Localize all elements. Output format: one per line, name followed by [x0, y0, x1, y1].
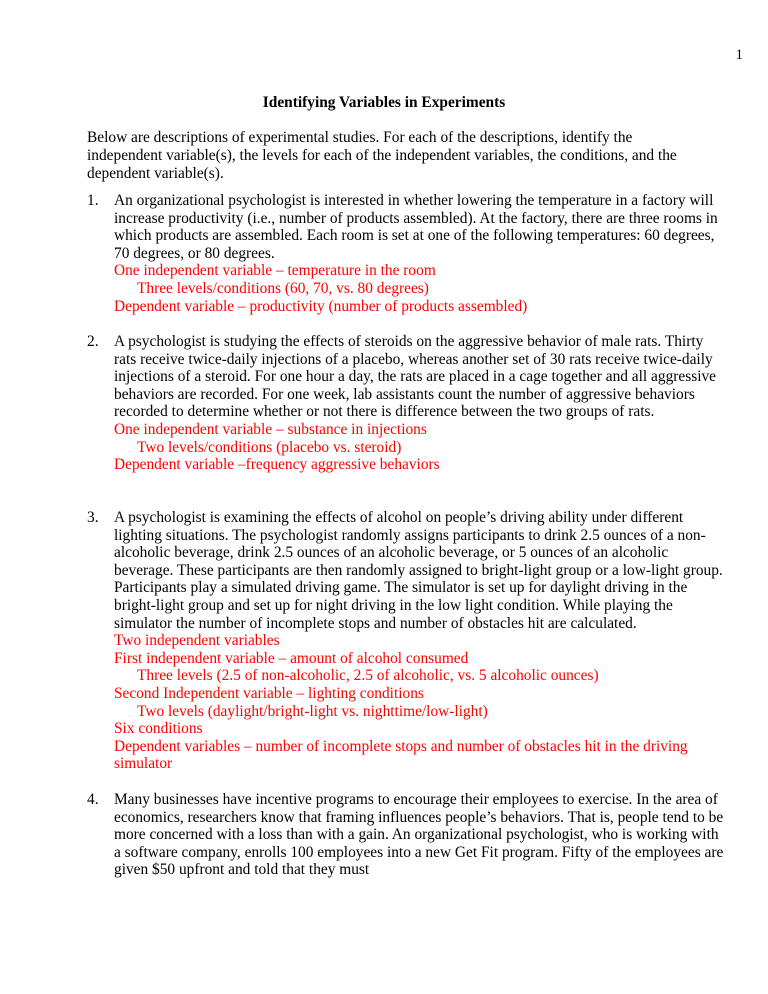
page-number: 1 — [735, 47, 743, 63]
answer-line: Six conditions — [114, 720, 203, 738]
answer-line: Dependent variable –frequency aggressive behaviors — [114, 456, 440, 474]
question-description: An organizational psychologist is interested in whether lowering the temperature in a factory will increase productivity (i.e., number of products assembled). At the factory, there are three rooms in which products are assembled. Each room is set at one of the following temperatures: 60 degrees, 70 degrees, or 80 degrees. — [114, 192, 718, 262]
question-item — [87, 791, 727, 879]
question-item — [87, 509, 727, 773]
answer-line: Two independent variables — [114, 632, 280, 650]
answer-line: Two levels (daylight/bright-light vs. nighttime/low-light) — [137, 702, 488, 720]
question-item — [87, 333, 727, 474]
question-number: 3. — [87, 509, 99, 526]
question-description: Many businesses have incentive programs to encourage their employees to exercise. In the area of economics, researchers know that framing influences people’s behaviors. That is, people tend to be more concerned with a loss than with a gain. An organizational psychologist, who is working with a software company, enrolls 100 employees into a new Get Fit program. Fifty of the employees are given $50 upfront and told that they must — [114, 791, 724, 879]
intro-paragraph: Below are descriptions of experimental studies. For each of the descriptions, identify the independent variable(s), the levels for each of the independent variables, the conditions, and the dependent variable(s). — [87, 129, 677, 182]
answer-line: Three levels/conditions (60, 70, vs. 80 degrees) — [137, 279, 429, 297]
question-number: 1. — [87, 192, 99, 209]
answer-line: Two levels/conditions (placebo vs. steroid) — [137, 438, 402, 456]
question-description: A psychologist is examining the effects of alcohol on people’s driving ability under different lighting situations. The psychologist randomly assigns participants to drink 2.5 ounces of a non-alcoholic beverage, drink 2.5 ounces of an alcoholic beverage, or 5 ounces of an alcoholic beverage. These participants are then randomly assigned to bright-light group or a low-light group. Participants play a simulated driving game. The simulator is set up for daylight driving in the bright-light group and set up for night driving in the low light condition. While playing the simulator the number of incomplete stops and number of obstacles hit are calculated. — [114, 509, 723, 632]
answer-line: One independent variable – temperature in the room — [114, 262, 436, 280]
question-description: A psychologist is studying the effects of steroids on the aggressive behavior of male rats. Thirty rats receive twice-daily injections of a placebo, whereas another set of 30 rats receive twice-daily injections of a steroid. For one hour a day, the rats are placed in a cage together and all aggressive behaviors are recorded. For one week, lab assistants count the number of aggressive behaviors recorded to determine whether or not there is difference between the two groups of rats. — [114, 333, 717, 421]
question-number: 4. — [87, 791, 99, 808]
question-number: 2. — [87, 333, 99, 350]
answer-line: First independent variable – amount of alcohol consumed — [114, 649, 469, 667]
answer-line: Three levels (2.5 of non-alcoholic, 2.5 of alcoholic, vs. 5 alcoholic ounces) — [137, 667, 599, 685]
answer-line: Dependent variables – number of incomplete stops and number of obstacles hit in the driving simulator — [114, 737, 688, 773]
document-title: Identifying Variables in Experiments — [262, 94, 506, 111]
answer-line: Second Independent variable – lighting conditions — [114, 684, 424, 702]
question-item — [87, 192, 727, 315]
answer-line: One independent variable – substance in injections — [114, 420, 427, 438]
answer-line: Dependent variable – productivity (number of products assembled) — [114, 297, 528, 315]
